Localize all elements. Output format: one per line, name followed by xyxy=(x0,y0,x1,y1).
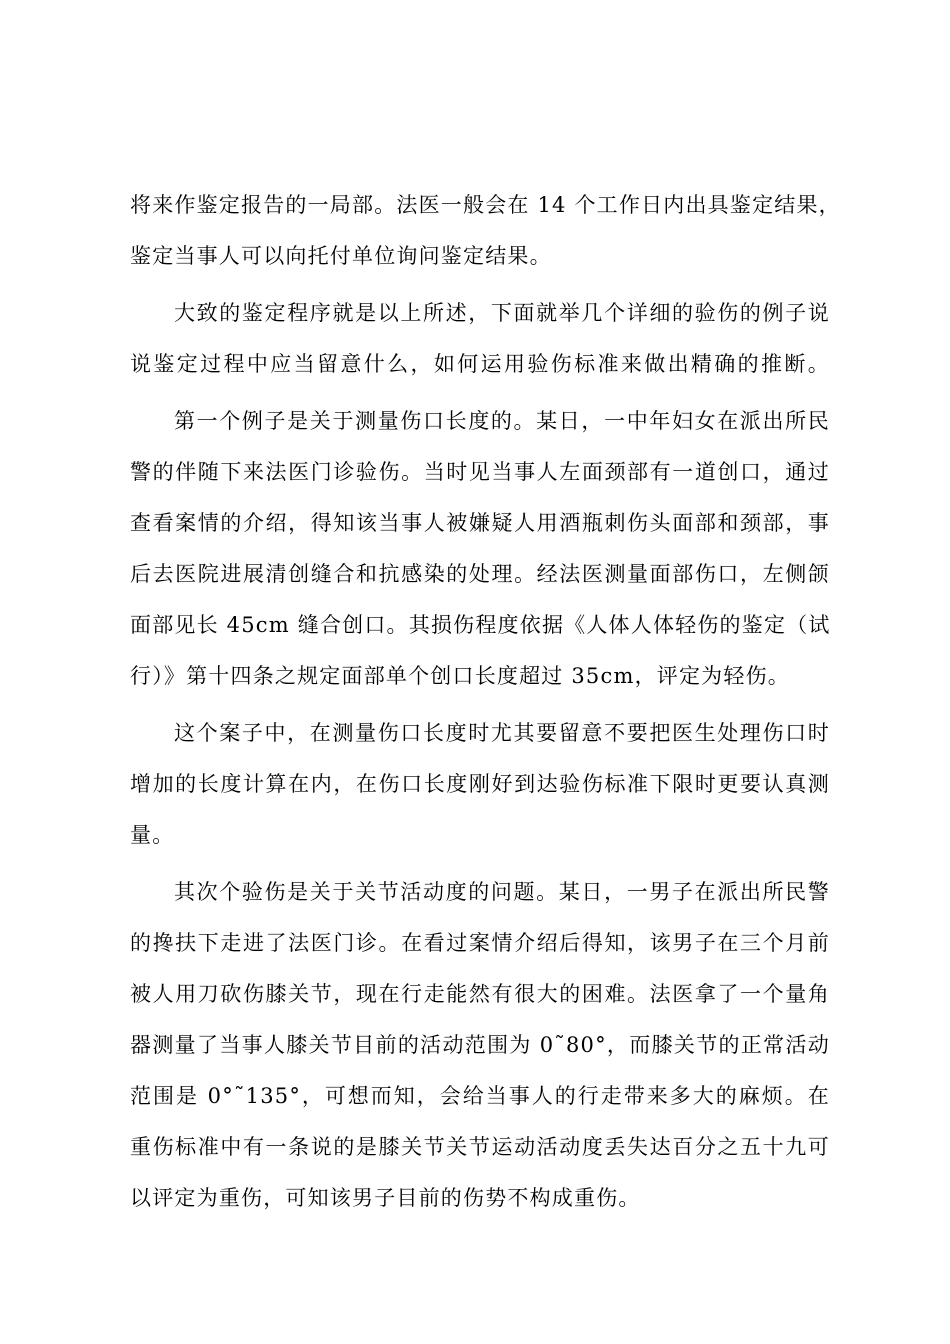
text-line: 警的伴随下来法医门诊验伤。当时见当事人左面颈部有一道创口，通过 xyxy=(130,460,830,484)
text-line: 器测量了当事人膝关节目前的活动范围为 0˜80°，而膝关节的正常活动 xyxy=(130,1033,830,1057)
text-line: 鉴定当事人可以向托付单位询问鉴定结果。 xyxy=(130,244,552,268)
text-line: 查看案情的介绍，得知该当事人被嫌疑人用酒瓶刺伤头面部和颈部，事 xyxy=(130,511,830,535)
text-line: 第一个例子是关于测量伤口长度的。某日，一中年妇女在派出所民 xyxy=(174,409,830,433)
text-line: 行）》第十四条之规定面部单个创口长度超过 35cm，评定为轻伤。 xyxy=(130,664,790,688)
text-line: 后去医院进展清创缝合和抗感染的处理。经法医测量面部伤口，左侧颌 xyxy=(130,562,830,586)
text-line: 重伤标准中有一条说的是膝关节关节运动活动度丢失达百分之五十九可 xyxy=(130,1135,830,1159)
text-line: 大致的鉴定程序就是以上所述，下面就举几个详细的验伤的例子说 xyxy=(174,301,830,325)
text-line: 说鉴定过程中应当留意什么，如何运用验伤标准来做出精确的推断。 xyxy=(130,352,830,376)
text-line: 范围是 0°˜135°，可想而知，会给当事人的行走带来多大的麻烦。在 xyxy=(130,1084,830,1108)
document-body xyxy=(130,180,841,1224)
text-line: 这个案子中，在测量伤口长度时尤其要留意不要把医生处理伤口时 xyxy=(174,721,830,745)
text-line: 量。 xyxy=(130,823,175,847)
text-line: 以评定为重伤，可知该男子目前的伤势不构成重伤。 xyxy=(130,1186,641,1210)
paragraph-4 xyxy=(130,708,830,861)
text-line: 面部见长 45cm 缝合创口。其损伤程度依据《人体人体轻伤的鉴定（试 xyxy=(130,613,831,637)
text-line: 将来作鉴定报告的一局部。法医一般会在 14 个工作日内出具鉴定结果， xyxy=(130,193,841,217)
text-line: 被人用刀砍伤膝关节，现在行走能然有很大的困难。法医拿了一个量角 xyxy=(130,982,830,1006)
text-line: 其次个验伤是关于关节活动度的问题。某日，一男子在派出所民警 xyxy=(174,880,830,904)
paragraph-1 xyxy=(130,180,841,282)
paragraph-5 xyxy=(130,867,830,1224)
paragraph-3 xyxy=(130,396,830,702)
text-line: 的搀扶下走进了法医门诊。在看过案情介绍后得知，该男子在三个月前 xyxy=(130,931,830,955)
paragraph-2 xyxy=(130,288,830,390)
text-line: 增加的长度计算在内，在伤口长度刚好到达验伤标准下限时更要认真测 xyxy=(130,772,830,796)
